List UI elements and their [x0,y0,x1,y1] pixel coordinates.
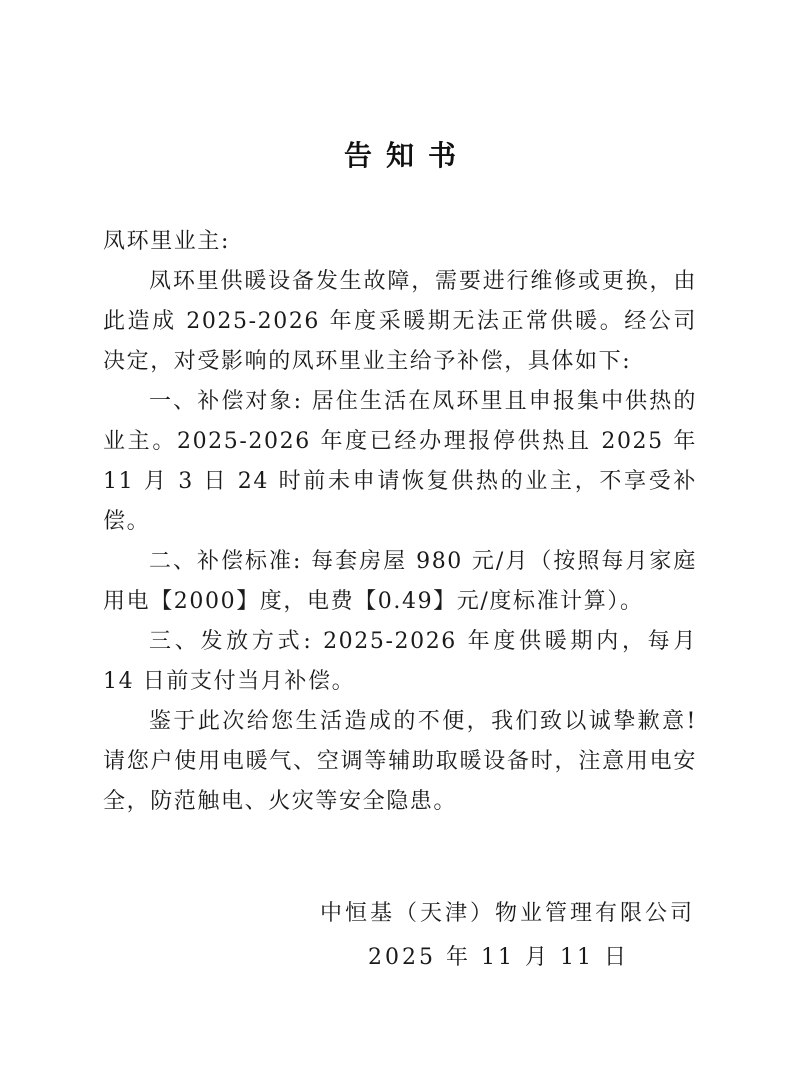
paragraph-payment-method: 三、发放方式: 2025-2026 年度供暖期内，每月 14 日前支付当月补偿。 [103,629,697,694]
signature-date: 2025 年 11 月 11 日 [368,945,629,970]
paragraph-intro: 凤环里供暖设备发生故障，需要进行维修或更换，由此造成 2025-2026 年度采暖期无法正常供暖。经公司决定，对受影响的凤环里业主给予补偿，具体如下: [103,269,697,374]
signature-company: 中恒基（天津）物业管理有限公司 [319,901,695,926]
paragraph-apology: 鉴于此次给您生活造成的不便，我们致以诚挚歉意! 请您户使用电暖气、空调等辅助取暖设备时，注意用电安全，防范触电、火灾等安全隐患。 [103,709,697,814]
document-body [103,222,697,822]
paragraph-compensation-standard: 二、补偿标准: 每套房屋 980 元/月（按照每月家庭用电【2000】度，电费【0.49】元/度标准计算）。 [103,549,697,614]
signature-block [320,892,695,980]
document-title: 告知书 [343,139,470,172]
salutation: 凤环里业主: [103,229,231,254]
paragraph-compensation-target: 一、补偿对象: 居住生活在凤环里且申报集中供热的业主。2025-2026 年度已经办理报停供热且 2025 年 11 月 3 日 24 时前未申请恢复供热的业主，不享受补偿。 [103,389,697,534]
